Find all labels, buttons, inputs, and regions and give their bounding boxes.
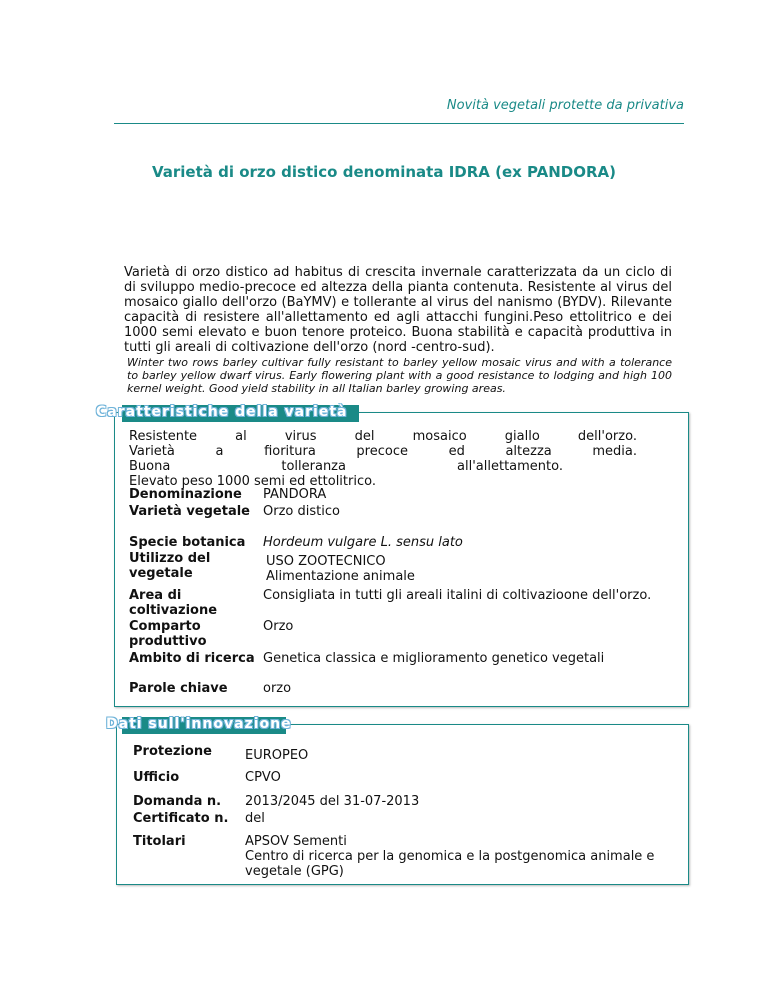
word: tolleranza <box>281 459 346 474</box>
denominazione-value: PANDORA <box>263 487 327 502</box>
ambito-label: Ambito di ricerca <box>129 651 255 666</box>
area-label <box>129 588 217 618</box>
utilizzo-label-line: Utilizzo del <box>129 551 211 566</box>
certificato-value: del <box>245 811 265 826</box>
word: media. <box>592 444 637 459</box>
titolari-line: Centro di ricerca per la genomica e la postgenomica animale e <box>245 849 655 864</box>
characteristics-section-title <box>96 404 347 420</box>
header-title: Novità vegetali protette da privativa <box>446 98 684 113</box>
abstract-english: Winter two rows barley cultivar fully resistant to barley yellow mosaic virus and with a tolerance to barley yellow dwarf virus. Early flowering plant with a good resistance to lodging and high 100 kernel weight. Good yield stability in all Italian barley growing areas. <box>127 356 672 395</box>
area-value: Consigliata in tutti gli areali italini di coltivazioone dell'orzo. <box>263 588 652 603</box>
varieta-label: Varietà vegetale <box>129 504 250 519</box>
word: mosaico <box>412 429 467 444</box>
comparto-label <box>129 619 207 649</box>
word: fioritura <box>264 444 316 459</box>
ambito-value: Genetica classica e miglioramento genetico vegetali <box>263 651 605 666</box>
description-line <box>129 429 637 444</box>
word: dell'orzo. <box>577 429 637 444</box>
domanda-value: 2013/2045 del 31-07-2013 <box>245 794 420 809</box>
utilizzo-label-line: vegetale <box>129 566 193 581</box>
utilizzo-value-line: Alimentazione animale <box>266 569 415 584</box>
description-line <box>129 459 563 474</box>
word: ed <box>448 444 465 459</box>
titolari-value <box>245 834 654 879</box>
word: del <box>354 429 375 444</box>
specie-label: Specie botanica <box>129 535 246 550</box>
comparto-label-line: produttivo <box>129 634 207 649</box>
titolari-label: Titolari <box>133 834 186 849</box>
comparto-value: Orzo <box>263 619 294 634</box>
parole-chiave-value: orzo <box>263 681 292 696</box>
word: Varietà <box>129 444 175 459</box>
specie-value: Hordeum vulgare L. sensu lato <box>263 535 463 550</box>
abstract-italian: Varietà di orzo distico ad habitus di crescita invernale caratterizzata da un ciclo di di sviluppo medio-precoce ed altezza della pianta contenuta. Resistente al virus del mosaico giallo dell'orzo (BaYMV) e tollerante al virus del nanismo (BYDV). Rilevante capacità di resistere all'allettamento ed agli attacchi fungini.Peso ettolitrico e dei 1000 semi elevato e buon tenore proteico. Buona stabilità e capacità produttiva in tutti gli areali di coltivazione dell'orzo (nord -centro-sud). <box>124 265 672 355</box>
word: Resistente <box>129 429 198 444</box>
area-label-line: coltivazione <box>129 603 218 618</box>
comparto-label-line: Comparto <box>129 619 201 634</box>
utilizzo-value <box>266 554 415 584</box>
ufficio-label: Ufficio <box>133 770 180 785</box>
parole-chiave-label: Parole chiave <box>129 681 228 696</box>
protezione-label: Protezione <box>133 744 212 759</box>
protezione-value: EUROPEO <box>245 748 309 763</box>
utilizzo-label <box>129 551 210 581</box>
ufficio-value: CPVO <box>245 770 281 785</box>
word: Buona <box>129 459 171 474</box>
denominazione-label: Denominazione <box>129 487 242 502</box>
characteristics-title-text: Caratteristiche della varietà <box>96 404 348 420</box>
titolari-line: vegetale (GPG) <box>245 864 344 879</box>
innovation-section-title <box>106 716 292 732</box>
area-label-line: Area di <box>129 588 182 603</box>
word: all'allettamento. <box>457 459 563 474</box>
domanda-label: Domanda n. <box>133 794 222 809</box>
utilizzo-value-line: USO ZOOTECNICO <box>266 554 386 569</box>
variety-description <box>129 429 637 489</box>
document-title: Varietà di orzo distico denominata IDRA (ex PANDORA) <box>151 163 617 181</box>
description-line <box>129 444 637 459</box>
word: a <box>215 444 224 459</box>
certificato-label: Certificato n. <box>133 811 229 826</box>
word: giallo <box>504 429 540 444</box>
word: al <box>235 429 247 444</box>
varieta-value: Orzo distico <box>263 504 340 519</box>
innovation-title-text: Dati sull'innovazione <box>106 716 292 732</box>
word: virus <box>284 429 317 444</box>
description-line: Elevato peso 1000 semi ed ettolitrico. <box>129 474 376 489</box>
word: altezza <box>505 444 552 459</box>
word: precoce <box>356 444 408 459</box>
titolari-line: APSOV Sementi <box>245 834 347 849</box>
header-divider <box>114 123 684 124</box>
